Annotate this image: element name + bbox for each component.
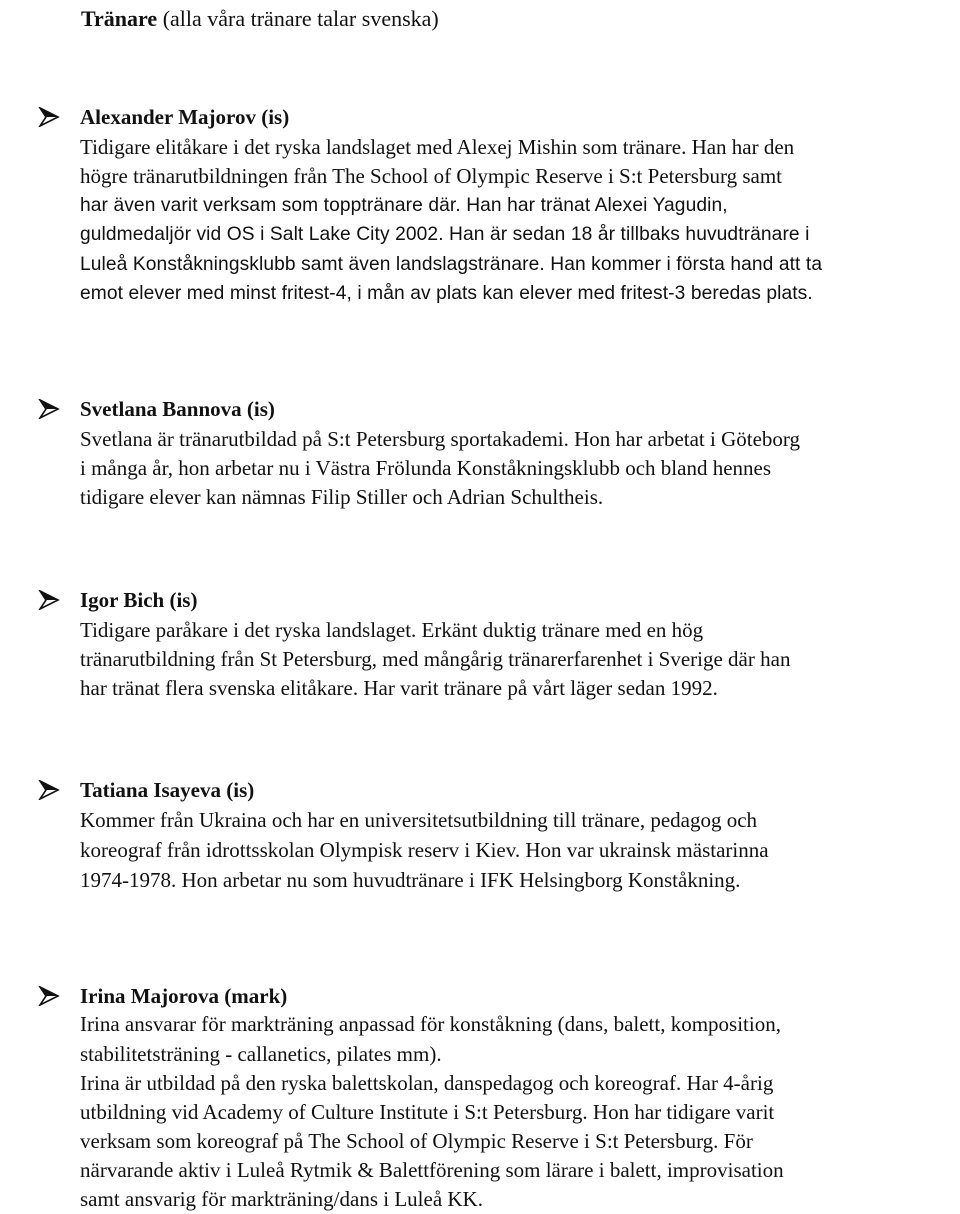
arrowhead-bullet-icon: [38, 399, 60, 419]
coach-text-line: har även varit verksam som topptränare där. Han har tränat Alexei Yagudin,: [80, 195, 728, 216]
coach-text-line: koreograf från idrottsskolan Olympisk reserv i Kiev. Hon var ukrainsk mästarinna: [80, 838, 769, 862]
coach-text-line: guldmedaljör vid OS i Salt Lake City 2002. Han är sedan 18 år tillbaks huvudtränare i: [80, 224, 810, 245]
coach-text-line: 1974-1978. Hon arbetar nu som huvudtränare i IFK Helsingborg Konståkning.: [80, 868, 741, 892]
coach-text-line: har tränat flera svenska elitåkare. Har varit tränare på vårt läger sedan 1992.: [80, 676, 718, 700]
coach-text-line: Tidigare paråkare i det ryska landslaget. Erkänt duktig tränare med en hög: [80, 618, 704, 642]
arrowhead-bullet-icon: [38, 590, 60, 610]
coach-text-line: samt ansvarig för markträning/dans i Luleå KK.: [80, 1187, 483, 1211]
coach-text-line: tidigare elever kan nämnas Filip Stiller och Adrian Schultheis.: [80, 485, 604, 509]
coach-name: Alexander Majorov (is): [80, 105, 290, 129]
coach-text-line: närvarande aktiv i Luleå Rytmik & Balettförening som lärare i balett, improvisation: [80, 1158, 784, 1182]
page-title: [81, 4, 439, 34]
coach-text-line: Irina är utbildad på den ryska balettskolan, danspedagog och koreograf. Har 4-årig: [80, 1071, 774, 1095]
coach-text-line: Kommer från Ukraina och har en universitetsutbildning till tränare, pedagog och: [80, 808, 758, 832]
coach-text-line: Luleå Konståkningsklubb samt även landslagstränare. Han kommer i första hand att ta: [80, 254, 823, 275]
coach-text-line: högre tränarutbildningen från The School of Olympic Reserve i S:t Petersburg samt: [80, 164, 782, 188]
coach-text-line: Irina ansvarar för markträning anpassad för konståkning (dans, balett, komposition,: [80, 1012, 781, 1036]
coach-text-line: i många år, hon arbetar nu i Västra Frölunda Konståkningsklubb och bland hennes: [80, 456, 772, 480]
coach-name: Tatiana Isayeva (is): [80, 778, 255, 802]
coach-text-line: Svetlana är tränarutbildad på S:t Petersburg sportakademi. Hon har arbetat i Göteborg: [80, 427, 801, 451]
coach-text-line: stabilitetsträning - callanetics, pilates mm).: [80, 1042, 442, 1066]
page-title-subtitle: (alla våra tränare talar svenska): [157, 6, 439, 31]
coach-name: Irina Majorova (mark): [80, 984, 288, 1008]
arrowhead-bullet-icon: [38, 780, 60, 800]
coach-text-line: emot elever med minst fritest-4, i mån av plats kan elever med fritest-3 beredas plats.: [80, 283, 813, 304]
coach-text-line: Tidigare elitåkare i det ryska landslaget med Alexej Mishin som tränare. Han har den: [80, 135, 795, 159]
coach-text-line: tränarutbildning från St Petersburg, med mångårig tränarerfarenhet i Sverige där han: [80, 647, 791, 671]
arrowhead-bullet-icon: [38, 107, 60, 127]
arrowhead-bullet-icon: [38, 986, 60, 1006]
page-title-strong: Tränare: [81, 6, 158, 31]
coach-text-line: verksam som koreograf på The School of Olympic Reserve i S:t Petersburg. För: [80, 1129, 753, 1153]
coach-name: Igor Bich (is): [80, 588, 198, 612]
coach-name: Svetlana Bannova (is): [80, 397, 275, 421]
coach-text-line: utbildning vid Academy of Culture Institute i S:t Petersburg. Hon har tidigare varit: [80, 1100, 775, 1124]
